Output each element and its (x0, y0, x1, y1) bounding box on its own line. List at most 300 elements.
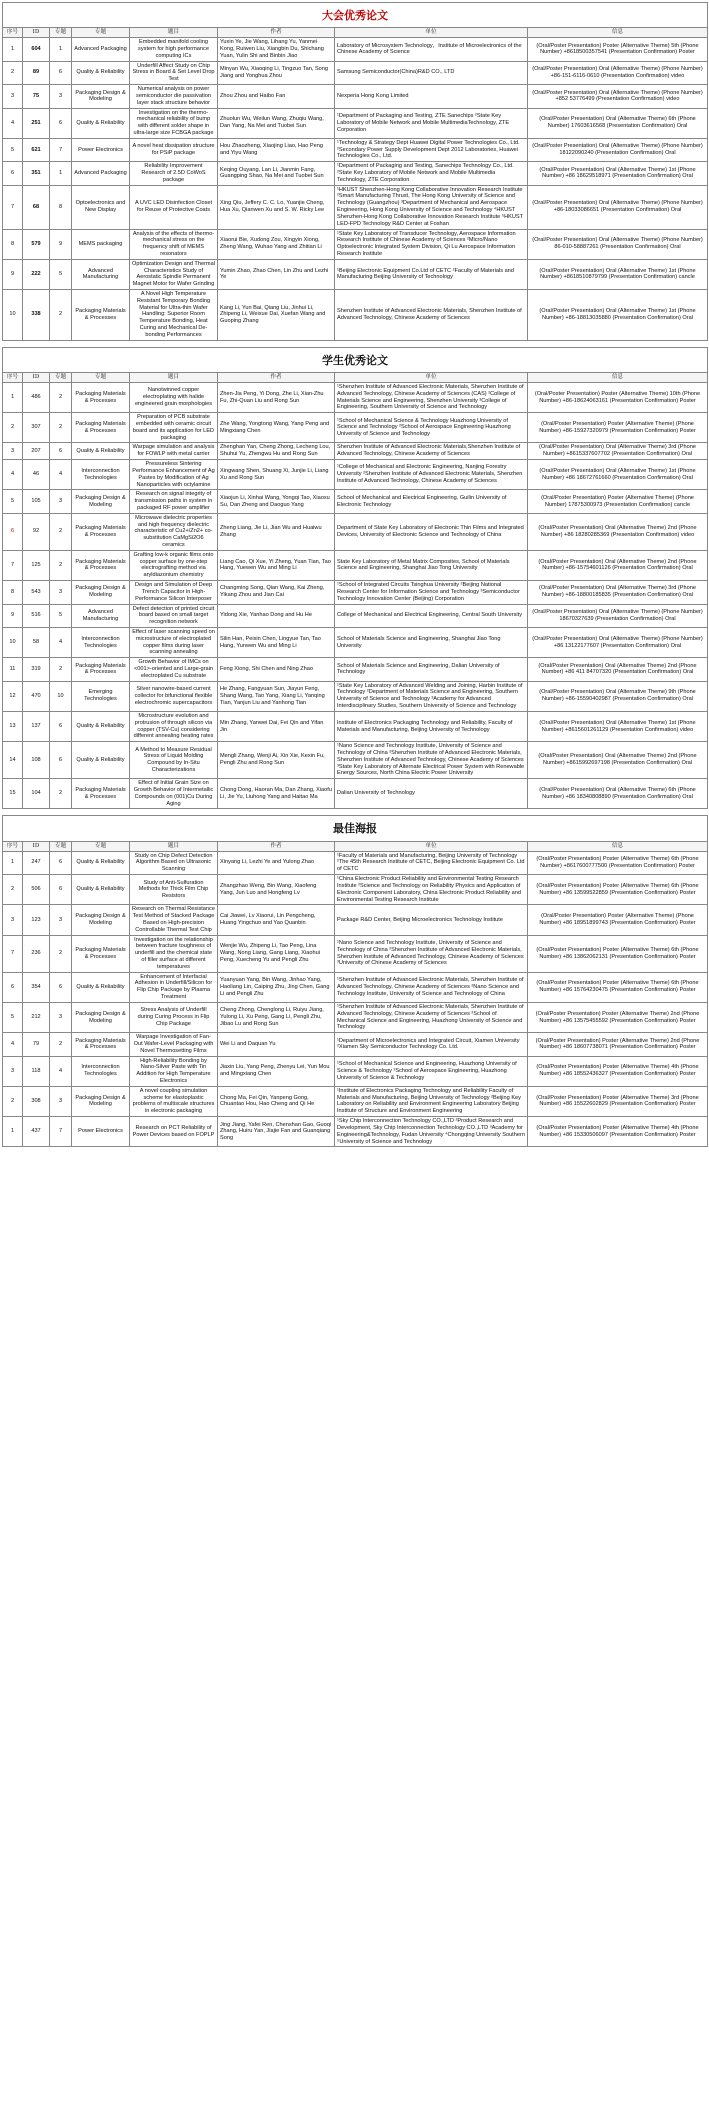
table-row (3, 259, 708, 289)
table-row (3, 38, 708, 61)
header-row (3, 373, 708, 383)
row-number: 7 (3, 550, 23, 580)
topic: Optoelectronics and New Display (72, 185, 130, 229)
theme-number: 7 (50, 138, 72, 161)
topic: Packaging Design & Modeling (72, 1086, 130, 1116)
topic: Packaging Materials & Processes (72, 1033, 130, 1056)
section-title-row (3, 3, 708, 28)
paper-title: Research on PCT Reliability of Power Devices based on FOPLP (130, 1117, 218, 1147)
authors: He Zhang, Fangyuan Sun, Jiayun Feng, Shang Wang, Tao Yang, Xiang Li, Yanqing Tian, Yanjun Liu and Yanhong Tian (218, 681, 335, 711)
theme-number: 4 (50, 1056, 72, 1086)
paper-title: A UVC LED Disinfection Closet for Reuse of Protective Coats (130, 185, 218, 229)
presentation-info: (Oral/Poster Presentation) Oral (Alternative Theme) (Phone Number) +86-151-6116-0610 (Presentation Confirmation) video (528, 61, 708, 84)
topic: Packaging Materials & Processes (72, 658, 130, 681)
table-row (3, 550, 708, 580)
paper-title: A Method to Measure Residual Stress of Liquid Molding Compound by In-Situ Characterizations (130, 742, 218, 779)
row-number: 11 (3, 658, 23, 681)
topic: Packaging Materials & Processes (72, 382, 130, 412)
paper-id: 46 (23, 460, 50, 490)
row-number: 5 (3, 490, 23, 513)
affiliation: School of Materials Science and Engineering, Shanghai Jiao Tong University (335, 627, 528, 657)
row-number: 13 (3, 711, 23, 741)
paper-id: 92 (23, 513, 50, 550)
presentation-info: (Oral/Poster Presentation) Oral (Alternative Theme) (Phone Number) 18670327639 (Presentation Confirmation) Oral (528, 604, 708, 627)
header-id: ID (23, 28, 50, 38)
authors: Xing Qiu, Jeffery C. C. Lo, Yuanjie Cheng, Hua Xu, Qianwen Xu and S. W. Ricky Lee (218, 185, 335, 229)
paper-title: Reliability Improvement Research of 2.5D CoWoS package (130, 162, 218, 185)
topic: Packaging Materials & Processes (72, 779, 130, 809)
paper-title: A novel coupling simulation scheme for elastoplastic problems of multiscale structures in electronic packaging (130, 1086, 218, 1116)
presentation-info: (Oral/Poster Presentation) Oral (Alternative Theme) 1st (Phone Number) +8618510879799 (Presentation Confirmation) cancle (528, 259, 708, 289)
row-number: 9 (3, 604, 23, 627)
paper-id: 75 (23, 85, 50, 108)
topic: Quality & Reliability (72, 108, 130, 138)
row-number: 10 (3, 290, 23, 341)
table-row (3, 138, 708, 161)
affiliation: ¹School of Mechanical Science and Engineering, Huazhong University of Science & Technology ²School of Aerospace Engineering, Huazhong University of Science & Technology (335, 1056, 528, 1086)
theme-number: 2 (50, 935, 72, 972)
presentation-info: (Oral/Poster Presentation) Oral (Alternative Theme) (Phone Number) 18122090240 (Presentation Confirmation) Oral (528, 138, 708, 161)
paper-id: 247 (23, 851, 50, 874)
table-row (3, 779, 708, 809)
presentation-info: (Oral/Poster Presentation) Poster (Alternative Theme) 5th (Phone Number) +8618500357541 (Presentation Confirmation) Poster (528, 38, 708, 61)
affiliation: ¹Nano Science and Technology Institute, University of Science and Technology of China ²Shenzhen Institute of Advanced Electronic Materials, Shenzhen Institute of Advanced Technology, Chinese Academy of Sciences ³State Key Laboratory of Alternate Electrical Power System with Renewable Energy Sources, North China Electric Power University (335, 742, 528, 779)
header-title: 题目 (130, 28, 218, 38)
paper-title: Warpage Investigation of Fan-Out Wafer-Level Packaging with Novel Thermosetting Films (130, 1033, 218, 1056)
table-row (3, 490, 708, 513)
table-row (3, 1002, 708, 1032)
authors: Min Zhang, Yanwei Dai, Fei Qin and Yifan Jin (218, 711, 335, 741)
theme-number: 2 (50, 779, 72, 809)
affiliation: ¹Shenzhen Institute of Advanced Electronic Materials, Shenzhen Institute of Advanced Technology, Chinese Academy of Sciences ²Nano Science and Technology Institute, University of Science and Technology of China (335, 972, 528, 1002)
authors: Zhou Zhou and Haibo Fan (218, 85, 335, 108)
paper-id: 108 (23, 742, 50, 779)
affiliation: School of Mechanical and Electrical Engineering, Guilin University of Electronic Technology (335, 490, 528, 513)
row-number: 3 (3, 85, 23, 108)
paper-title: Research on Thermal Resistance Test Method of Stacked Package Based on High-precision Controllable Thermal Test Chip (130, 905, 218, 935)
header-authors: 作者 (218, 28, 335, 38)
authors: Zhenghan Yan, Cheng Zhong, Lecheng Lou, Shuhui Yu, Zhengwu Hu and Rong Sun (218, 443, 335, 460)
section-title-row (3, 347, 708, 372)
presentation-info: (Oral/Poster Presentation) Oral (Alternative Theme) 2nd (Phone Number) +8615992697198 (Presentation Confirmation) Oral (528, 742, 708, 779)
authors: Feng Xiong, Shi Chen and Ning Zhao (218, 658, 335, 681)
row-number: 2 (3, 413, 23, 443)
affiliation: Institute of Electronics Packaging Technology and Reliability, Faculty of Materials and Manufacturing, Beijing University of Technology (335, 711, 528, 741)
topic: Packaging Design & Modeling (72, 905, 130, 935)
topic: MEMS packaging (72, 229, 130, 259)
row-number: 6 (3, 162, 23, 185)
paper-title: High-Reliability Bonding by Nano-Silver Paste with Tin Addition for High Temperature Electronics (130, 1056, 218, 1086)
authors: Chong Dong, Haoran Ma, Dan Zhang, Xiaofu Li, Jie Yu, Liuhong Yang and Haitao Ma (218, 779, 335, 809)
topic: Interconnection Technologies (72, 460, 130, 490)
row-number: 12 (3, 681, 23, 711)
paper-title: Embedded manifold cooling system for high performance computing ICs (130, 38, 218, 61)
table-row (3, 935, 708, 972)
row-number: 2 (3, 1086, 23, 1116)
presentation-info: (Oral/Poster Presentation) Poster (Alternative Theme) 10th (Phone Number) +86-18624063161 (Presentation Confirmation) Poster (528, 382, 708, 412)
header-unit: 单位 (335, 28, 528, 38)
theme-number: 2 (50, 550, 72, 580)
affiliation: Nexperia Hong Kong Limited (335, 85, 528, 108)
row-number: 7 (3, 185, 23, 229)
topic: Advanced Manufacturing (72, 259, 130, 289)
row-number: 14 (3, 742, 23, 779)
paper-id: 338 (23, 290, 50, 341)
row-number: 1 (3, 38, 23, 61)
row-number: 2 (3, 61, 23, 84)
authors: Mengli Zhang, Wenji Ai, Xin Xie, Kexin Fu, Pengli Zhu and Rong Sun (218, 742, 335, 779)
row-number: 6 (3, 972, 23, 1002)
authors: Yuanyuan Yang, Bin Wang, Jinhao Yang, Haoliang Lin, Caiping Zhu, Jing Chen, Gang Li and Pengli Zhu (218, 972, 335, 1002)
topic: Advanced Packaging (72, 162, 130, 185)
authors: Wei Li and Daquan Yu (218, 1033, 335, 1056)
paper-title: Pressureless Sintering Performance Enhancement of Ag Pastes by Modification of Ag Nanoparticles with octylamine (130, 460, 218, 490)
affiliation: Laboratory of Microsystem Technology，Institute of Microelectronics of the Chinese Academy of Science (335, 38, 528, 61)
paper-id: 470 (23, 681, 50, 711)
affiliation: ¹Shenzhen Institute of Advanced Electronic Materials, Shenzhen Institute of Advanced Technology, Chinese Academy of Sciences (CAS) ²College of Materials Science and Engineering, Shenzhen University ³College of Engineering, Southern University of Science and Technology (335, 382, 528, 412)
theme-number: 4 (50, 627, 72, 657)
paper-id: 308 (23, 1086, 50, 1116)
topic: Quality & Reliability (72, 851, 130, 874)
topic: Quality & Reliability (72, 711, 130, 741)
affiliation: ¹School of Integrated Circuits Tsinghua University ²Beijing National Research Center for Information Science and Technology ³Semiconductor Technology Innovation Center (Beijing) Corporation (335, 581, 528, 604)
paper-id: 89 (23, 61, 50, 84)
paper-id: 354 (23, 972, 50, 1002)
section-title: 学生优秀论文 (3, 347, 708, 372)
authors: Yidong Xie, Yanhao Dong and Hu He (218, 604, 335, 627)
row-number: 3 (3, 905, 23, 935)
paper-id: 437 (23, 1117, 50, 1147)
table-row (3, 162, 708, 185)
header-info: 信息 (528, 373, 708, 383)
topic: Interconnection Technologies (72, 1056, 130, 1086)
authors: Silin Han, Peixin Chen, Lingyue Tan, Tao Hang, Yunwen Wu and Ming Li (218, 627, 335, 657)
paper-id: 207 (23, 443, 50, 460)
header-title: 题目 (130, 841, 218, 851)
section-title-row (3, 816, 708, 841)
authors: Liang Cao, Qi Xue, Yi Zheng, Yuan Tian, Tao Hang, Yuewen Wu and Ming Li (218, 550, 335, 580)
paper-title: Underfill Affect Study on Chip Stress in Board & Set Level Drop Test (130, 61, 218, 84)
paper-id: 68 (23, 185, 50, 229)
affiliation: ¹Department of Packaging and Testing, ZTE Sanechips ²State Key Laboratory of Mobile Network and Mobile MultimediaTechnology, ZTE Corporation (335, 108, 528, 138)
table-row (3, 1117, 708, 1147)
theme-number: 6 (50, 711, 72, 741)
presentation-info: (Oral/Poster Presentation) Poster (Alternative Theme) 2nd (Phone Number) +86 18607738071 (Presentation Confirmation) Poster (528, 1033, 708, 1056)
affiliation: State Key Laboratory of Metal Matrix Composites, School of Materials Science and Engineering, Shanghai Jiao Tong University (335, 550, 528, 580)
row-number: 8 (3, 229, 23, 259)
row-number: 3 (3, 1056, 23, 1086)
paper-id: 236 (23, 935, 50, 972)
affiliation: School of Materials Science and Engineering, Dalian University of Technology (335, 658, 528, 681)
presentation-info: (Oral/Poster Presentation) Oral (Alternative Theme) 2nd (Phone Number) +86 411 84707320 (Presentation Confirmation) Oral (528, 658, 708, 681)
presentation-info: (Oral/Poster Presentation) Oral (Alternative Theme) (Phone Number) +852 53776499 (Presentation Confirmation) video (528, 85, 708, 108)
paper-id: 58 (23, 627, 50, 657)
topic: Power Electronics (72, 1117, 130, 1147)
authors: Chong Ma, Fei Qin, Yanpeng Gong, Chuantao Hou, Hao Cheng and Qi He (218, 1086, 335, 1116)
presentation-info: (Oral/Poster Presentation) Poster (Alternative Theme) 4th (Phone Number) +86 18552436327 (Presentation Confirmation) Poster (528, 1056, 708, 1086)
paper-title: Silver nanowire-based current collector for bifunctional flexible electrochromic supercapacitors (130, 681, 218, 711)
row-number: 7 (3, 935, 23, 972)
presentation-info: (Oral/Poster Presentation) Oral (Alternative Theme) 2nd (Phone Number) +86 18280285369 (Presentation Confirmation) video (528, 513, 708, 550)
paper-title: Investigation on the relationship between fracture toughness of underfill and the chemical state of filler surface at different temperatures (130, 935, 218, 972)
theme-number: 2 (50, 290, 72, 341)
presentation-info: (Oral/Poster Presentation) Poster (Alternative Theme) (Phone Number) +86 18951899743 (Presentation Confirmation) Poster (528, 905, 708, 935)
table-row (3, 513, 708, 550)
affiliation: ¹Department of Microelectronics and Integrated Circuit, Xiamen University ²Xiamen Sky Semiconductor Technology Co. Ltd. (335, 1033, 528, 1056)
authors: Cheng Zhong, Chenglong Li, Ruiyu Jiang, Yulong Li, Xu Peng, Gang Li, Pengli Zhu, Jibao Lu and Rong Sun (218, 1002, 335, 1032)
header-info: 信息 (528, 28, 708, 38)
authors: Xinyang Li, Lezhi Ye and Yulong Zhao (218, 851, 335, 874)
paper-id: 621 (23, 138, 50, 161)
topic: Packaging Materials & Processes (72, 290, 130, 341)
presentation-info: (Oral/Poster Presentation) Poster (Alternative Theme) (Phone Number) +86-15927320979 (Presentation Confirmation) Poster (528, 413, 708, 443)
authors: Zhangzhao Weng, Bin Wang, Xiaofeng Yang, Jun Luo and Hongfeng Lv (218, 875, 335, 905)
table-row (3, 658, 708, 681)
paper-id: 118 (23, 1056, 50, 1086)
header-theme-no: 专题 (50, 373, 72, 383)
paper-title: Grafting low-k organic films onto copper surface by one-step electrografting method via aryldiazonium chemistry (130, 550, 218, 580)
affiliation: ¹HKUST Shenzhen-Hong Kong Collaborative Innovation Research Institute ²Smart Manufacturing Thrust, The Hong Kong University of Science and Technology (Guangzhou) ³Department of Mechanical and Aerospace Engineering, Hong Kong University of Science and Technology ⁴HKUST Shenzhen-Hong Kong Collaborative Innovation Research Institute ⁵HKUST LED-FPD Technology R&D Center at Foshan (335, 185, 528, 229)
authors: Minyan Wu, Xiaoqing Li, Tingzuo Tan, Song Jiang and Yonghua Zhou (218, 61, 335, 84)
paper-id: 79 (23, 1033, 50, 1056)
header-authors: 作者 (218, 373, 335, 383)
authors: Xingwang Shen, Shuang Xi, Junjie Li, Liang Xu and Rong Sun (218, 460, 335, 490)
topic: Packaging Design & Modeling (72, 85, 130, 108)
row-number: 8 (3, 581, 23, 604)
paper-title: Design and Simulation of Deep Trench Capacitor in High-Performance Silicon Interposer (130, 581, 218, 604)
affiliation: Package R&D Center, Beijing Microelectronics Technology Institute (335, 905, 528, 935)
theme-number: 1 (50, 162, 72, 185)
table-row (3, 1033, 708, 1056)
table-row (3, 1086, 708, 1116)
row-number: 3 (3, 443, 23, 460)
presentation-info: (Oral/Poster Presentation) Oral (Alternative Theme) (Phone Number) +86-18033086651 (Presentation Confirmation) Oral (528, 185, 708, 229)
table-row (3, 1056, 708, 1086)
topic: Packaging Materials & Processes (72, 550, 130, 580)
presentation-info: (Oral/Poster Presentation) Oral (Alternative Theme) 3rd (Phone Number) +86-18800185835 (Presentation Confirmation) Oral (528, 581, 708, 604)
header-theme-no: 专题 (50, 28, 72, 38)
paper-id: 579 (23, 229, 50, 259)
paper-title: Study of Anti-Sulfuration Methods for Thick Film Chip Resistors (130, 875, 218, 905)
paper-id: 137 (23, 711, 50, 741)
topic: Advanced Manufacturing (72, 604, 130, 627)
presentation-info: (Oral/Poster Presentation) Oral (Alternative Theme) 1st (Phone Number) +8615601261129 (Presentation Confirmation) video (528, 711, 708, 741)
paper-title: Growth Behavior of IMCs on <001>-oriented and Large-grain electroplated Cu substrate (130, 658, 218, 681)
row-number: 1 (3, 1117, 23, 1147)
header-id: ID (23, 373, 50, 383)
paper-title: Analysis of the effects of thermo-mechanical stress on the frequency shift of MEMS resonators (130, 229, 218, 259)
paper-id: 212 (23, 1002, 50, 1032)
authors: Zheng Liang, Jie Li, Jian Wu and Huaiwu Zhang (218, 513, 335, 550)
table-row (3, 413, 708, 443)
table-row (3, 905, 708, 935)
presentation-info: (Oral/Poster Presentation) Oral (Alternative Theme) 3rd (Phone Number) +8615337607702 (Presentation Confirmation) Oral (528, 443, 708, 460)
paper-id: 222 (23, 259, 50, 289)
presentation-info: (Oral/Poster Presentation) Poster (Alternative Theme) 6th (Phone Number) +86 13599522859 (Presentation Confirmation) Poster (528, 875, 708, 905)
presentation-info: (Oral/Poster Presentation) Oral (Alternative Theme) 1st (Phone Number) +86 18672761660 (Presentation Confirmation) Oral (528, 460, 708, 490)
affiliation: Shenzhen Institute of Advanced Electronic Materials, Shenzhen Institute of Advanced Technology, Chinese Academy of Sciences (335, 290, 528, 341)
header-id: ID (23, 841, 50, 851)
paper-title: Effect of laser scanning speed on microstructure of electroplated copper films during laser scanning annealing (130, 627, 218, 657)
theme-number: 2 (50, 1033, 72, 1056)
table-row (3, 875, 708, 905)
paper-title: Enhancement of Interfacial Adhesion in Underfill/Silicon for Flip Chip Package by Plasma Treatment (130, 972, 218, 1002)
affiliation: ¹School of Mechanical Science & Technology Huazhong University of Science and Technology ²School of Aerospace Engineering Huazhong University of Science and Technology (335, 413, 528, 443)
header-unit: 单位 (335, 841, 528, 851)
spacer-cell (3, 809, 708, 816)
topic: Quality & Reliability (72, 61, 130, 84)
paper-title: Study on Chip Defect Detection Algorithm Based on Ultrasonic Scanning (130, 851, 218, 874)
theme-number: 8 (50, 185, 72, 229)
section-spacer (3, 340, 708, 347)
paper-id: 604 (23, 38, 50, 61)
presentation-info: (Oral/Poster Presentation) Poster (Alternative Theme) 6th (Phone Number) +86 13862062131 (Presentation Confirmation) Poster (528, 935, 708, 972)
authors: Zhuolun Wu, Weilun Wang, Zhuqiu Wang, Dan Yang, Na Mei and Tuobei Sun (218, 108, 335, 138)
section-title: 最佳海报 (3, 816, 708, 841)
topic: Emerging Technologies (72, 681, 130, 711)
topic: Packaging Design & Modeling (72, 581, 130, 604)
presentation-info: (Oral/Poster Presentation) Poster (Alternative Theme) 4th (Phone Number) +86 15330506097 (Presentation Confirmation) Poster (528, 1117, 708, 1147)
table-row (3, 851, 708, 874)
authors: Cai Jiawei, Lv Xiaorui, Lin Pengcheng, Huang Yingchuo and Yao Quanbin (218, 905, 335, 935)
authors: Zhe Wang, Yongtong Wang, Yang Peng and Mingxiang Chen (218, 413, 335, 443)
paper-title: Warpage simulation and analysis for FOWLP with metal carrier (130, 443, 218, 460)
topic: Quality & Reliability (72, 972, 130, 1002)
theme-number: 3 (50, 1002, 72, 1032)
table-row (3, 681, 708, 711)
topic: Interconnection Technologies (72, 627, 130, 657)
table-row (3, 382, 708, 412)
row-number: 6 (3, 513, 23, 550)
authors: Wenjie Wu, Zhipeng Li, Tao Peng, Lina Wang, Nong Liang, Gang Liang, Xiaohui Peng, Xuecheng Yu and Pengli Zhu (218, 935, 335, 972)
header-authors: 作者 (218, 841, 335, 851)
header-no: 序号 (3, 28, 23, 38)
theme-number: 2 (50, 382, 72, 412)
table-row (3, 61, 708, 84)
paper-title: A novel heat dissipation structure for PSiP package (130, 138, 218, 161)
topic: Packaging Materials & Processes (72, 513, 130, 550)
authors: Xiaojun Li, Xinhai Wang, Yongqi Tao, Xiaoxu Su, Dan Zheng and Daoguo Yang (218, 490, 335, 513)
theme-number: 1 (50, 38, 72, 61)
authors: Jiaxin Liu, Yang Peng, Zhenyu Lei, Yun Mou and Mingxiang Chen (218, 1056, 335, 1086)
topic: Power Electronics (72, 138, 130, 161)
table-row (3, 604, 708, 627)
row-number: 2 (3, 875, 23, 905)
affiliation: ¹Institute of Electronics Packaging Technology and Reliability Faculty of Materials and Manufacturing, Beijing University of Technology ²Beijing Key Laboratory on Reliability and Environment Engineering Laboratory Beijing Institute of Structure and Environment Engineering (335, 1086, 528, 1116)
theme-number: 10 (50, 681, 72, 711)
affiliation: College of Mechanical and Electrical Engineering, Central South University (335, 604, 528, 627)
paper-title: Investigation on the thermo-mechanical reliability of bump with different solder shape in ultra-large size FCBGA package (130, 108, 218, 138)
theme-number: 6 (50, 108, 72, 138)
paper-id: 125 (23, 550, 50, 580)
theme-number: 9 (50, 229, 72, 259)
paper-title: Effect of Initial Grain Size on Growth Behavior of Intermetallic Compounds on (001)Cu During Aging (130, 779, 218, 809)
authors: Yumin Zhao, Zhao Chen, Lin Zhu and Lezhi Ye (218, 259, 335, 289)
table-row (3, 581, 708, 604)
paper-id: 543 (23, 581, 50, 604)
table-row (3, 108, 708, 138)
affiliation: Dalian University of Technology (335, 779, 528, 809)
topic: Advanced Packaging (72, 38, 130, 61)
header-unit: 单位 (335, 373, 528, 383)
affiliation: ¹Shenzhen Institute of Advanced Electronic Materials, Shenzhen Institute of Advanced Technology, Chinese Academy of Sciences ²School of Mechanical Science and Engineering, Huazhong University of Science and Technology (335, 1002, 528, 1032)
topic: Quality & Reliability (72, 742, 130, 779)
presentation-info: (Oral/Poster Presentation) Poster (Alternative Theme) 6th (Phone Number) +8617600777500 (Presentation Confirmation) Poster (528, 851, 708, 874)
award-table (2, 2, 708, 1147)
paper-id: 307 (23, 413, 50, 443)
row-number: 15 (3, 779, 23, 809)
theme-number: 5 (50, 604, 72, 627)
theme-number: 6 (50, 875, 72, 905)
header-no: 序号 (3, 841, 23, 851)
presentation-info: (Oral/Poster Presentation) Oral (Alternative Theme) 1st (Phone Number) +86-18813035880 (Presentation Confirmation) Oral (528, 290, 708, 341)
table-row (3, 972, 708, 1002)
affiliation: ¹Technology & Strategy Dept Huawei Digital Power Technologies Co., Ltd. ²Secondary Power Supply Development Dept 2012 Laboratories, Huawei Technologies Co., Ltd. (335, 138, 528, 161)
paper-title: Nanotwinned copper electroplating with halide engineered grain morphologies (130, 382, 218, 412)
topic: Packaging Materials & Processes (72, 413, 130, 443)
header-theme-no: 专题 (50, 841, 72, 851)
affiliation: ¹State Key Laboratory of Transducer Technology, Aerospace Information Research Institute of Chinese Academy of Sciences ²Micro/Nano Optoelectronic Integrated System Division, Qi Lu Aerospace Information Research Institute (335, 229, 528, 259)
paper-title: Microwave dielectric properties and high frequency dielectric characteristic of Cu2+/Zn2+ co-substitution CaMgSi2O6 ceramics (130, 513, 218, 550)
table-row (3, 85, 708, 108)
table-row (3, 443, 708, 460)
paper-title: Numerical analysis on power semiconductor die passivation layer stack structure behavior (130, 85, 218, 108)
topic: Quality & Reliability (72, 443, 130, 460)
paper-id: 104 (23, 779, 50, 809)
award-table-body (3, 3, 708, 1147)
paper-id: 105 (23, 490, 50, 513)
header-topic: 专题 (72, 28, 130, 38)
paper-title: Preparation of PCB substrate embedded with ceramic circuit board and its application for LED packaging (130, 413, 218, 443)
affiliation: Department of State Key Laboratory of Electronic Thin Films and Integrated Devices, University of Electronic Science and Technology of China (335, 513, 528, 550)
theme-number: 6 (50, 742, 72, 779)
affiliation: ¹Faculty of Materials and Manufacturing, Beijing University of Technology ²The 45th Research Institute of CETC, Beijing Electronic Equipment Co. Ltd of CETC (335, 851, 528, 874)
paper-title: Microstructure evolution and protrusion of through silicon via copper (TSV-Cu) considering different annealing heating rates (130, 711, 218, 741)
affiliation: ¹Department of Packaging and Testing, Sanechips Technology Co., Ltd. ²State Key Laboratory of Mobile Network and Mobile Multimedia Technology, ZTE Corporation (335, 162, 528, 185)
presentation-info: (Oral/Poster Presentation) Poster (Alternative Theme) 6th (Phone Number) +86 15764230475 (Presentation Confirmation) Poster (528, 972, 708, 1002)
theme-number: 6 (50, 972, 72, 1002)
header-title: 题目 (130, 373, 218, 383)
row-number: 1 (3, 851, 23, 874)
presentation-info: (Oral/Poster Presentation) Oral (Alternative Theme) 6th (Phone Number) 17603616568 (Presentation Confirmation) Oral (528, 108, 708, 138)
affiliation: ¹State Key Laboratory of Advanced Welding and Joining, Harbin Institute of Technology ²Department of Materials Science and Engineering, Southern University of Science and Technology ³Academy for Advanced Interdisciplinary Studies, Southern University of Science and Technology (335, 681, 528, 711)
authors: Jing Jiang, Yafei Ren, Chenshan Gao, Guoqi Zhang, Huiru Yan, Jiajie Fan and Guanqiang Song (218, 1117, 335, 1147)
header-row (3, 841, 708, 851)
table-row (3, 185, 708, 229)
paper-title: Optimization Design and Thermal Characteristics Study of Aerostatic Spindle Permanent Magnet Motor for Wafer Grinding (130, 259, 218, 289)
affiliation: ¹Nano Science and Technology Institute, University of Science and Technology of China ²Shenzhen Institute of Advanced Electronic Materials, Shenzhen Institute of Advanced Technology, Chinese Academy of Sciences ³University of Chinese Academy of Sciences (335, 935, 528, 972)
header-topic: 专题 (72, 373, 130, 383)
topic: Packaging Materials & Processes (72, 935, 130, 972)
table-row (3, 460, 708, 490)
presentation-info: (Oral/Poster Presentation) Poster (Alternative Theme) 3rd (Phone Number) +86 15522602829 (Presentation Confirmation) Poster (528, 1086, 708, 1116)
presentation-info: (Oral/Poster Presentation) Oral (Alternative Theme) (Phone Number) +86 13122177607 (Presentation Confirmation) Oral (528, 627, 708, 657)
row-number: 10 (3, 627, 23, 657)
affiliation: Shenzhen Institute of Advanced Electronic Materials,Shenzhen Institute of Advanced Technology, Chinese Academy of Sciences (335, 443, 528, 460)
paper-id: 351 (23, 162, 50, 185)
theme-number: 2 (50, 513, 72, 550)
paper-id: 516 (23, 604, 50, 627)
theme-number: 6 (50, 443, 72, 460)
theme-number: 3 (50, 581, 72, 604)
header-topic: 专题 (72, 841, 130, 851)
authors: Xiaorui Bie, Xudong Zou, Xingyin Xiong, Zheng Wang, Wuhao Yang and Zhitian Li (218, 229, 335, 259)
authors: Hou Zhaozheng, Xiaojing Liao, Hao Peng and Yiyu Wang (218, 138, 335, 161)
presentation-info: (Oral/Poster Presentation) Oral (Alternative Theme) 6th (Phone Number) +86 18340808890 (Presentation Confirmation) Oral (528, 779, 708, 809)
presentation-info: (Oral/Poster Presentation) Poster (Alternative Theme) 2nd (Phone Number) +86 13575455592 (Presentation Confirmation) Poster (528, 1002, 708, 1032)
affiliation: ¹College of Mechanical and Electronic Engineering, Nanjing Forestry University ²Shenzhen Institute of Advanced Electronic Materials, Shenzhen Institute of Advanced Technology, Chinese Academy of Sciences (335, 460, 528, 490)
table-row (3, 742, 708, 779)
